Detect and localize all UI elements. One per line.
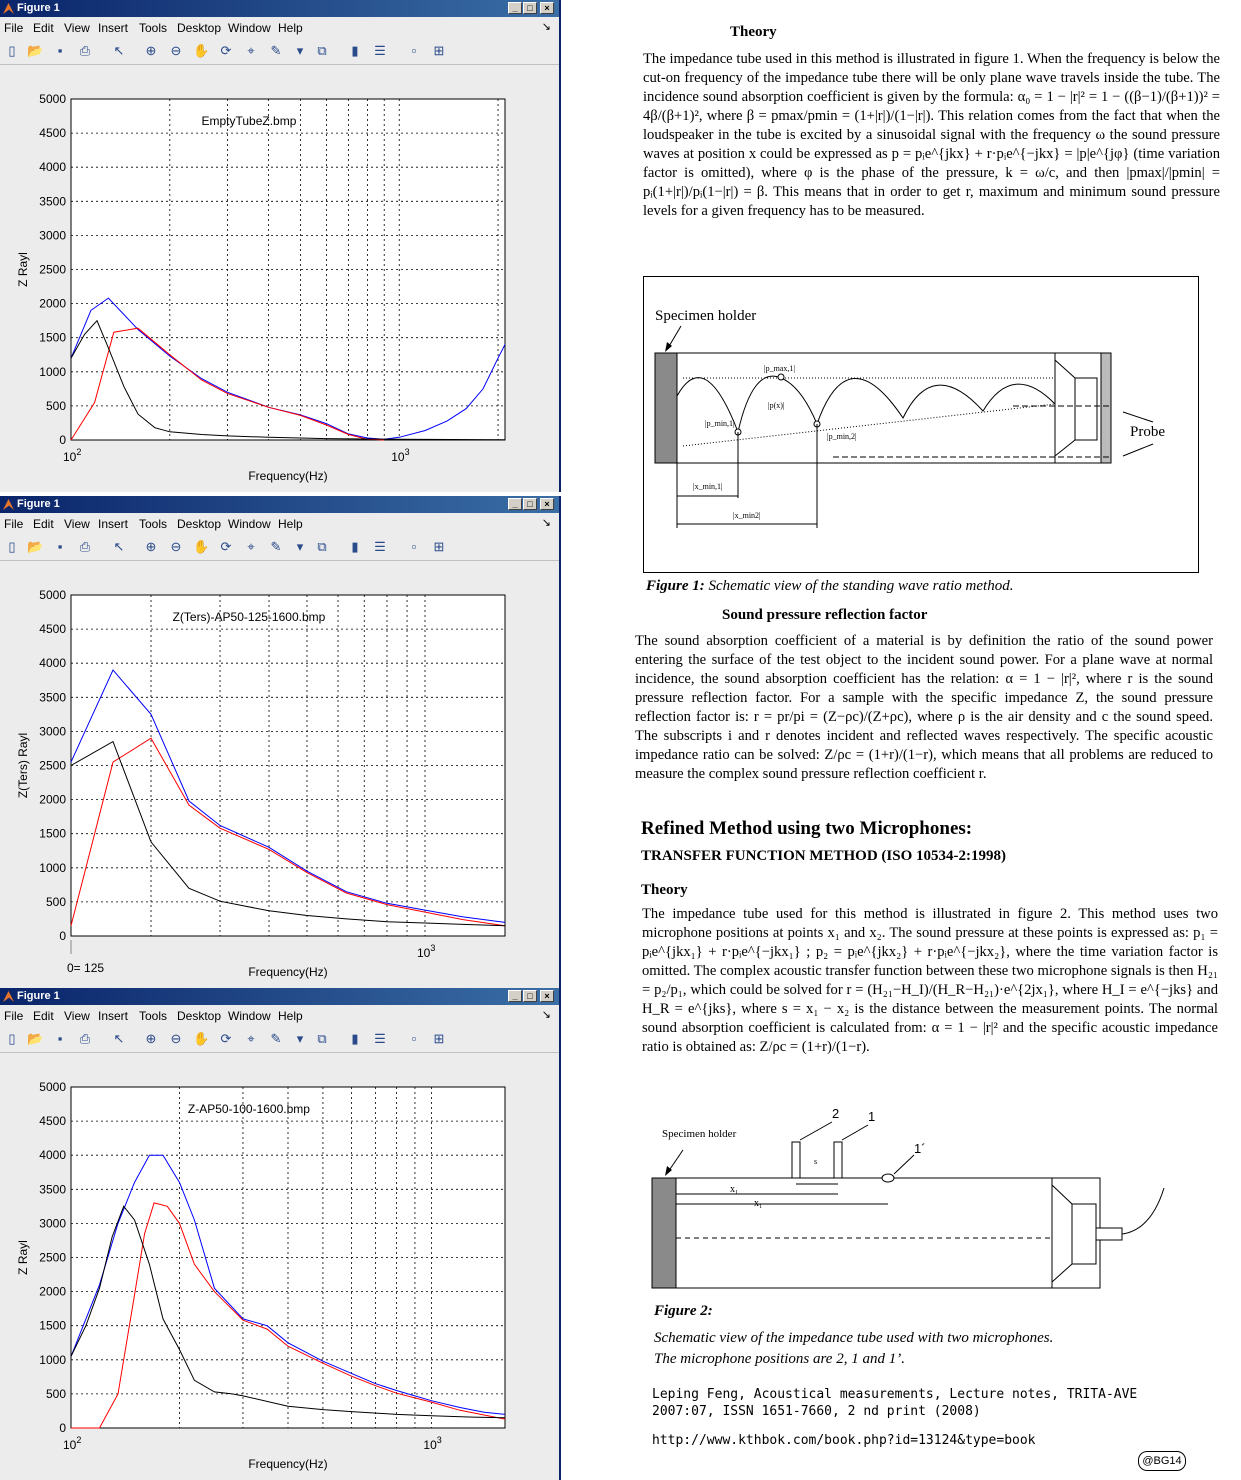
menu-desktop[interactable]: Desktop — [177, 517, 222, 531]
pan-icon[interactable]: ✋ — [193, 1031, 210, 1046]
pan-icon[interactable]: ✋ — [193, 43, 210, 58]
maximize-button[interactable]: □ — [523, 498, 537, 510]
link-plot-icon[interactable]: ⧉ — [317, 1031, 327, 1046]
colorbar-icon[interactable]: ▮ — [351, 43, 359, 58]
menu-view[interactable]: View — [64, 517, 90, 531]
y-tick-label: 500 — [45, 1386, 66, 1401]
menu-window[interactable]: Window — [228, 517, 271, 531]
y-tick-label: 4500 — [39, 622, 66, 637]
figure-1-diagram — [643, 276, 1199, 573]
chart-svg — [0, 1054, 559, 1480]
theory2-paragraph: The impedance tube used for this method is illustrated in figure 2. This method uses two microphone positions at points x₁ and x₂. The sound pressure at these points is expressed as: p₁ = pᵢe^{jkx₁} + r·pᵢe^{−jkx₁} ; p₂ = pᵢe^{jkx₂} + r·pᵢe^{−jkx₂}, where the time variation factor is omitted. The complex acoustic transfer function between these two microphone signals is then H₂₁ = p₂/p₁, which could be solved for r = (H₂₁−H_I)/(H_R−H₂₁)·e^{2jx₁}, where H_I = e^{−jks} and H_R = e^{jks}, where s = x₁ − x₂ is the distance between the measurement points. The normal sound absorption coefficient is calculated from: α = 1 − |r|² and the specific acoustic impedance ratio is obtained as: Z/ρc = (1+r)/(1−r). — [642, 906, 1218, 1055]
link-plot-icon[interactable]: ⧉ — [317, 539, 327, 554]
theory-heading: Theory — [730, 24, 777, 40]
refined-heading: Refined Method using two Microphones: — [641, 818, 973, 839]
figure-toolbar — [0, 1026, 559, 1053]
figure-2-caption-line1: Schematic view of the impedance tube used with two microphones. — [654, 1330, 1054, 1346]
menu-window[interactable]: Window — [228, 21, 271, 35]
y-tick-label: 3000 — [39, 228, 66, 243]
menu-file[interactable]: File — [4, 517, 24, 531]
y-tick-label: 0 — [59, 1421, 66, 1435]
y-tick-label: 3500 — [39, 194, 66, 209]
pointer-icon[interactable]: ↖ — [113, 1031, 125, 1046]
y-tick-label: 4000 — [39, 1148, 66, 1163]
plot-area — [0, 562, 559, 988]
transfer-heading: TRANSFER FUNCTION METHOD (ISO 10534-2:1998) — [641, 848, 1007, 864]
window-title: Figure 1 — [17, 990, 60, 1002]
figure-window — [0, 496, 561, 988]
chart-title: EmptyTubeZ.bmp — [201, 114, 297, 128]
menu-bar — [0, 514, 559, 534]
reference-line1: Leping Feng, Acoustical measurements, Lecture notes, TRITA-AVE — [652, 1387, 1138, 1402]
print-icon[interactable]: ⎙ — [79, 539, 91, 554]
y-tick-label: 3500 — [39, 690, 66, 705]
fig1-holder-label: Specimen holder — [655, 308, 757, 324]
reference-url[interactable]: http://www.kthbok.com/book.php?id=13124&type=book — [652, 1433, 1036, 1448]
menu-view[interactable]: View — [64, 1009, 90, 1023]
y-tick-label: 1500 — [39, 330, 66, 345]
fig2-holder-label: Specimen holder — [662, 1128, 737, 1140]
show-plot-tools-icon[interactable]: ⊞ — [433, 43, 445, 58]
fig2-s-label: s — [814, 1157, 818, 1166]
matlab-logo-icon — [3, 3, 14, 14]
menu-insert[interactable]: Insert — [98, 517, 129, 531]
rotate-icon[interactable]: ⟳ — [220, 43, 232, 58]
fig1-specimen — [655, 353, 677, 463]
menu-tools[interactable]: Tools — [139, 1009, 168, 1023]
y-tick-label: 5000 — [39, 1080, 66, 1094]
y-tick-label: 4500 — [39, 126, 66, 141]
fig1-pmin1-label: |p_min,1| — [705, 419, 735, 428]
hide-plot-tools-icon[interactable]: ▫ — [411, 1031, 417, 1046]
matlab-logo-icon — [3, 991, 14, 1002]
theory2-heading: Theory — [641, 882, 688, 898]
data-cursor-icon[interactable]: ⌖ — [247, 539, 255, 554]
rotate-icon[interactable]: ⟳ — [220, 539, 232, 554]
hide-plot-tools-icon[interactable]: ▫ — [411, 43, 417, 58]
save-icon[interactable]: ▪ — [57, 1031, 63, 1046]
open-icon[interactable]: 📂 — [27, 539, 44, 554]
figure-2-caption-line2: The microphone positions are 2, 1 and 1’. — [654, 1351, 905, 1367]
y-tick-label: 2500 — [39, 758, 66, 773]
print-icon[interactable]: ⎙ — [79, 1031, 91, 1046]
y-axis-label: Z(Ters) Rayl — [16, 732, 30, 799]
y-tick-label: 3000 — [39, 724, 66, 739]
menu-bar — [0, 18, 559, 38]
y-tick-label: 0 — [59, 929, 66, 943]
new-figure-icon[interactable]: ▯ — [8, 539, 16, 554]
data-cursor-icon[interactable]: ⌖ — [247, 43, 255, 58]
fig2-mic1p-label: 1´ — [914, 1141, 926, 1156]
y-tick-label: 4500 — [39, 1114, 66, 1129]
menu-desktop[interactable]: Desktop — [177, 21, 222, 35]
hide-plot-tools-icon[interactable]: ▫ — [411, 539, 417, 554]
y-tick-label: 500 — [45, 894, 66, 909]
fig1-xmin2-label: |x_min2| — [733, 511, 761, 520]
x-axis-label: Frequency(Hz) — [248, 1457, 328, 1471]
fig1-pmax-label: |p_max,1| — [764, 364, 795, 373]
document-column — [562, 0, 1241, 1479]
matlab-logo-icon — [3, 499, 14, 510]
y-tick-label: 1000 — [39, 364, 66, 379]
y-tick-label: 0 — [59, 433, 66, 447]
brush-dropdown-icon[interactable]: ▾ — [296, 539, 304, 554]
y-tick-label: 5000 — [39, 92, 66, 106]
chart-title: Z-AP50-100-1600.bmp — [187, 1102, 310, 1116]
window-titlebar[interactable] — [0, 496, 559, 513]
figure-1-caption-text: Schematic view of the standing wave ratio method. — [708, 578, 1014, 594]
dock-arrow-icon[interactable]: ↘ — [541, 517, 551, 529]
colorbar-icon[interactable]: ▮ — [351, 539, 359, 554]
y-tick-label: 2000 — [39, 296, 66, 311]
minimize-button[interactable]: _ — [508, 990, 522, 1002]
minimize-button[interactable]: _ — [508, 498, 522, 510]
chart-title: Z(Ters)-AP50-125-1600.bmp — [172, 610, 326, 624]
y-tick-label: 4000 — [39, 656, 66, 671]
data-cursor-icon[interactable]: ⌖ — [247, 1031, 255, 1046]
zoom-out-icon[interactable]: ⊖ — [170, 1031, 182, 1046]
fig2-x1-label: x₁ — [730, 1184, 739, 1195]
figure-2-diagram — [646, 1100, 1186, 1295]
y-tick-label: 4000 — [39, 160, 66, 175]
fig2-mic1-label: 1 — [868, 1109, 876, 1124]
brush-icon[interactable]: ✎ — [270, 1031, 282, 1046]
window-titlebar[interactable] — [0, 988, 559, 1005]
y-tick-label: 1500 — [39, 1318, 66, 1333]
menu-help[interactable]: Help — [278, 21, 303, 35]
dock-arrow-icon[interactable]: ↘ — [541, 21, 551, 33]
close-button[interactable]: × — [540, 498, 554, 510]
zoom-out-icon[interactable]: ⊖ — [170, 539, 182, 554]
y-tick-label: 1500 — [39, 826, 66, 841]
figure-window — [0, 0, 561, 492]
stamp-badge: @BG14 — [1138, 1451, 1186, 1471]
fig2-mic2-label: 2 — [832, 1106, 840, 1121]
chart-svg — [0, 66, 559, 492]
new-figure-icon[interactable]: ▯ — [8, 43, 16, 58]
zoom-in-icon[interactable]: ⊕ — [145, 43, 157, 58]
figure-1-caption-bold: Figure 1: — [646, 578, 705, 594]
legend-icon[interactable]: ☰ — [374, 1031, 386, 1046]
menu-help[interactable]: Help — [278, 517, 303, 531]
y-tick-label: 1000 — [39, 860, 66, 875]
legend-icon[interactable]: ☰ — [374, 539, 386, 554]
reflection-paragraph: The sound absorption coefficient of a material is by definition the ratio of the sound power entering the surface of the test object to the incident sound power. For a plane wave at normal incidence, the sound absorption coefficient has the relation: α = 1 − |r|², where r is the sound pressure reflection factor. For a sample with the specific impedance Z, the sound pressure reflection factor is: r = pr/pi = (Z−ρc)/(Z+ρc), where ρ is the air density and c the sound speed. The subscripts i and r denotes incident and reflected waves respectively. The specific acoustic impedance ratio can be solved: Z/ρc = (1+r)/(1−r), which means that all problems are reduced to measure the complex sound pressure reflection coefficient r. — [635, 633, 1213, 782]
dock-arrow-icon[interactable]: ↘ — [541, 1009, 551, 1021]
menu-insert[interactable]: Insert — [98, 1009, 129, 1023]
window-title: Figure 1 — [17, 498, 60, 510]
x-axis-label: Frequency(Hz) — [248, 469, 328, 483]
y-tick-label: 2500 — [39, 1250, 66, 1265]
x-tick-label: $10^3$ — [391, 447, 410, 464]
x-tick-label: $10^3$ — [423, 1435, 442, 1452]
menu-insert[interactable]: Insert — [98, 21, 129, 35]
menu-file[interactable]: File — [4, 1009, 24, 1023]
new-figure-icon[interactable]: ▯ — [8, 1031, 16, 1046]
brush-icon[interactable]: ✎ — [270, 43, 282, 58]
chart-svg — [0, 562, 559, 988]
close-button[interactable]: × — [540, 2, 554, 14]
y-tick-label: 3000 — [39, 1216, 66, 1231]
theory-paragraph: The impedance tube used in this method is illustrated in figure 1. When the frequency is below the cut-on frequency of the impedance tube there will be only plane wave travels inside the tube. The incidence sound absorption coefficient is given by the formula: α₀ = 1 − |r|² = 1 − ((β−1)/(β+1))² = 4β/(β+1)², where β = pmax/pmin = (1+|r|)/(1−|r|). This relation comes from the fact that when the loudspeaker in the tube is excited by a sinusoidal signal with the frequency ω the sound pressure waves at position x could be expressed as p = pᵢe^{jkx} + r·pᵢe^{−jkx} = |p|e^{jφ} (time variation factor is omitted), where φ is the phase of the pressure, k = ω/c, and then |pmax|/|pmin| = pᵢ(1+|r|)/pᵢ(1−|r|) = β. This means that in order to get r, maximum and minimum sound pressure levels for a given frequency has to be measured. — [643, 51, 1220, 219]
zoom-in-icon[interactable]: ⊕ — [145, 539, 157, 554]
figure-toolbar — [0, 38, 559, 65]
x-axis-label: Frequency(Hz) — [248, 965, 328, 979]
close-button[interactable]: × — [540, 990, 554, 1002]
fig1-probe-label: Probe — [1130, 424, 1165, 440]
figure-1-caption — [646, 578, 1013, 595]
y-tick-label: 500 — [45, 398, 66, 413]
menu-view[interactable]: View — [64, 21, 90, 35]
pan-icon[interactable]: ✋ — [193, 539, 210, 554]
window-titlebar[interactable] — [0, 0, 559, 17]
menu-edit[interactable]: Edit — [33, 517, 54, 531]
x-tick-label: $10^3$ — [416, 943, 436, 960]
menu-file[interactable]: File — [4, 21, 24, 35]
show-plot-tools-icon[interactable]: ⊞ — [433, 1031, 445, 1046]
maximize-button[interactable]: □ — [523, 990, 537, 1002]
save-icon[interactable]: ▪ — [57, 43, 63, 58]
y-tick-label: 5000 — [39, 588, 66, 602]
y-tick-label: 3500 — [39, 1182, 66, 1197]
fig1-pmin2-label: |p_min,2| — [827, 432, 857, 441]
plot-area — [0, 66, 559, 492]
open-icon[interactable]: 📂 — [27, 43, 44, 58]
x-tick-label: $10^2$ — [63, 447, 82, 464]
print-icon[interactable]: ⎙ — [79, 43, 91, 58]
menu-bar — [0, 1006, 559, 1026]
show-plot-tools-icon[interactable]: ⊞ — [433, 539, 445, 554]
plot-area — [0, 1054, 559, 1480]
menu-tools[interactable]: Tools — [139, 517, 168, 531]
zoom-out-icon[interactable]: ⊖ — [170, 43, 182, 58]
menu-window[interactable]: Window — [228, 1009, 271, 1023]
figure-toolbar — [0, 534, 559, 561]
y-tick-label: 2000 — [39, 792, 66, 807]
menu-help[interactable]: Help — [278, 1009, 303, 1023]
brush-dropdown-icon[interactable]: ▾ — [296, 43, 304, 58]
x-tick-label: $10^2$ — [63, 1435, 82, 1452]
fig1-xmin1-label: |x_min,1| — [693, 482, 723, 491]
y-tick-label: 2000 — [39, 1284, 66, 1299]
menu-edit[interactable]: Edit — [33, 1009, 54, 1023]
fig2-x2-label: x₁ — [754, 1198, 763, 1209]
pointer-icon[interactable]: ↖ — [113, 539, 125, 554]
menu-edit[interactable]: Edit — [33, 21, 54, 35]
window-title: Figure 1 — [17, 2, 60, 14]
save-icon[interactable]: ▪ — [57, 539, 63, 554]
pointer-icon[interactable]: ↖ — [113, 43, 125, 58]
reflection-heading: Sound pressure reflection factor — [722, 607, 928, 623]
minimize-button[interactable]: _ — [508, 2, 522, 14]
origin-note: 0= 125 — [67, 961, 105, 975]
zoom-in-icon[interactable]: ⊕ — [145, 1031, 157, 1046]
reference-line2: 2007:07, ISSN 1651-7660, 2 nd print (2008) — [652, 1404, 981, 1419]
y-axis-label: Z Rayl — [16, 252, 30, 287]
y-tick-label: 2500 — [39, 262, 66, 277]
y-axis-label: Z Rayl — [16, 1240, 30, 1275]
brush-dropdown-icon[interactable]: ▾ — [296, 1031, 304, 1046]
menu-desktop[interactable]: Desktop — [177, 1009, 222, 1023]
fig1-px-label: |p(x)| — [768, 401, 785, 410]
y-tick-label: 1000 — [39, 1352, 66, 1367]
open-icon[interactable]: 📂 — [27, 1031, 44, 1046]
menu-tools[interactable]: Tools — [139, 21, 168, 35]
colorbar-icon[interactable]: ▮ — [351, 1031, 359, 1046]
figure-window — [0, 988, 561, 1480]
maximize-button[interactable]: □ — [523, 2, 537, 14]
legend-icon[interactable]: ☰ — [374, 43, 386, 58]
figure-2-caption-bold: Figure 2: — [654, 1303, 713, 1319]
brush-icon[interactable]: ✎ — [270, 539, 282, 554]
link-plot-icon[interactable]: ⧉ — [317, 43, 327, 58]
rotate-icon[interactable]: ⟳ — [220, 1031, 232, 1046]
